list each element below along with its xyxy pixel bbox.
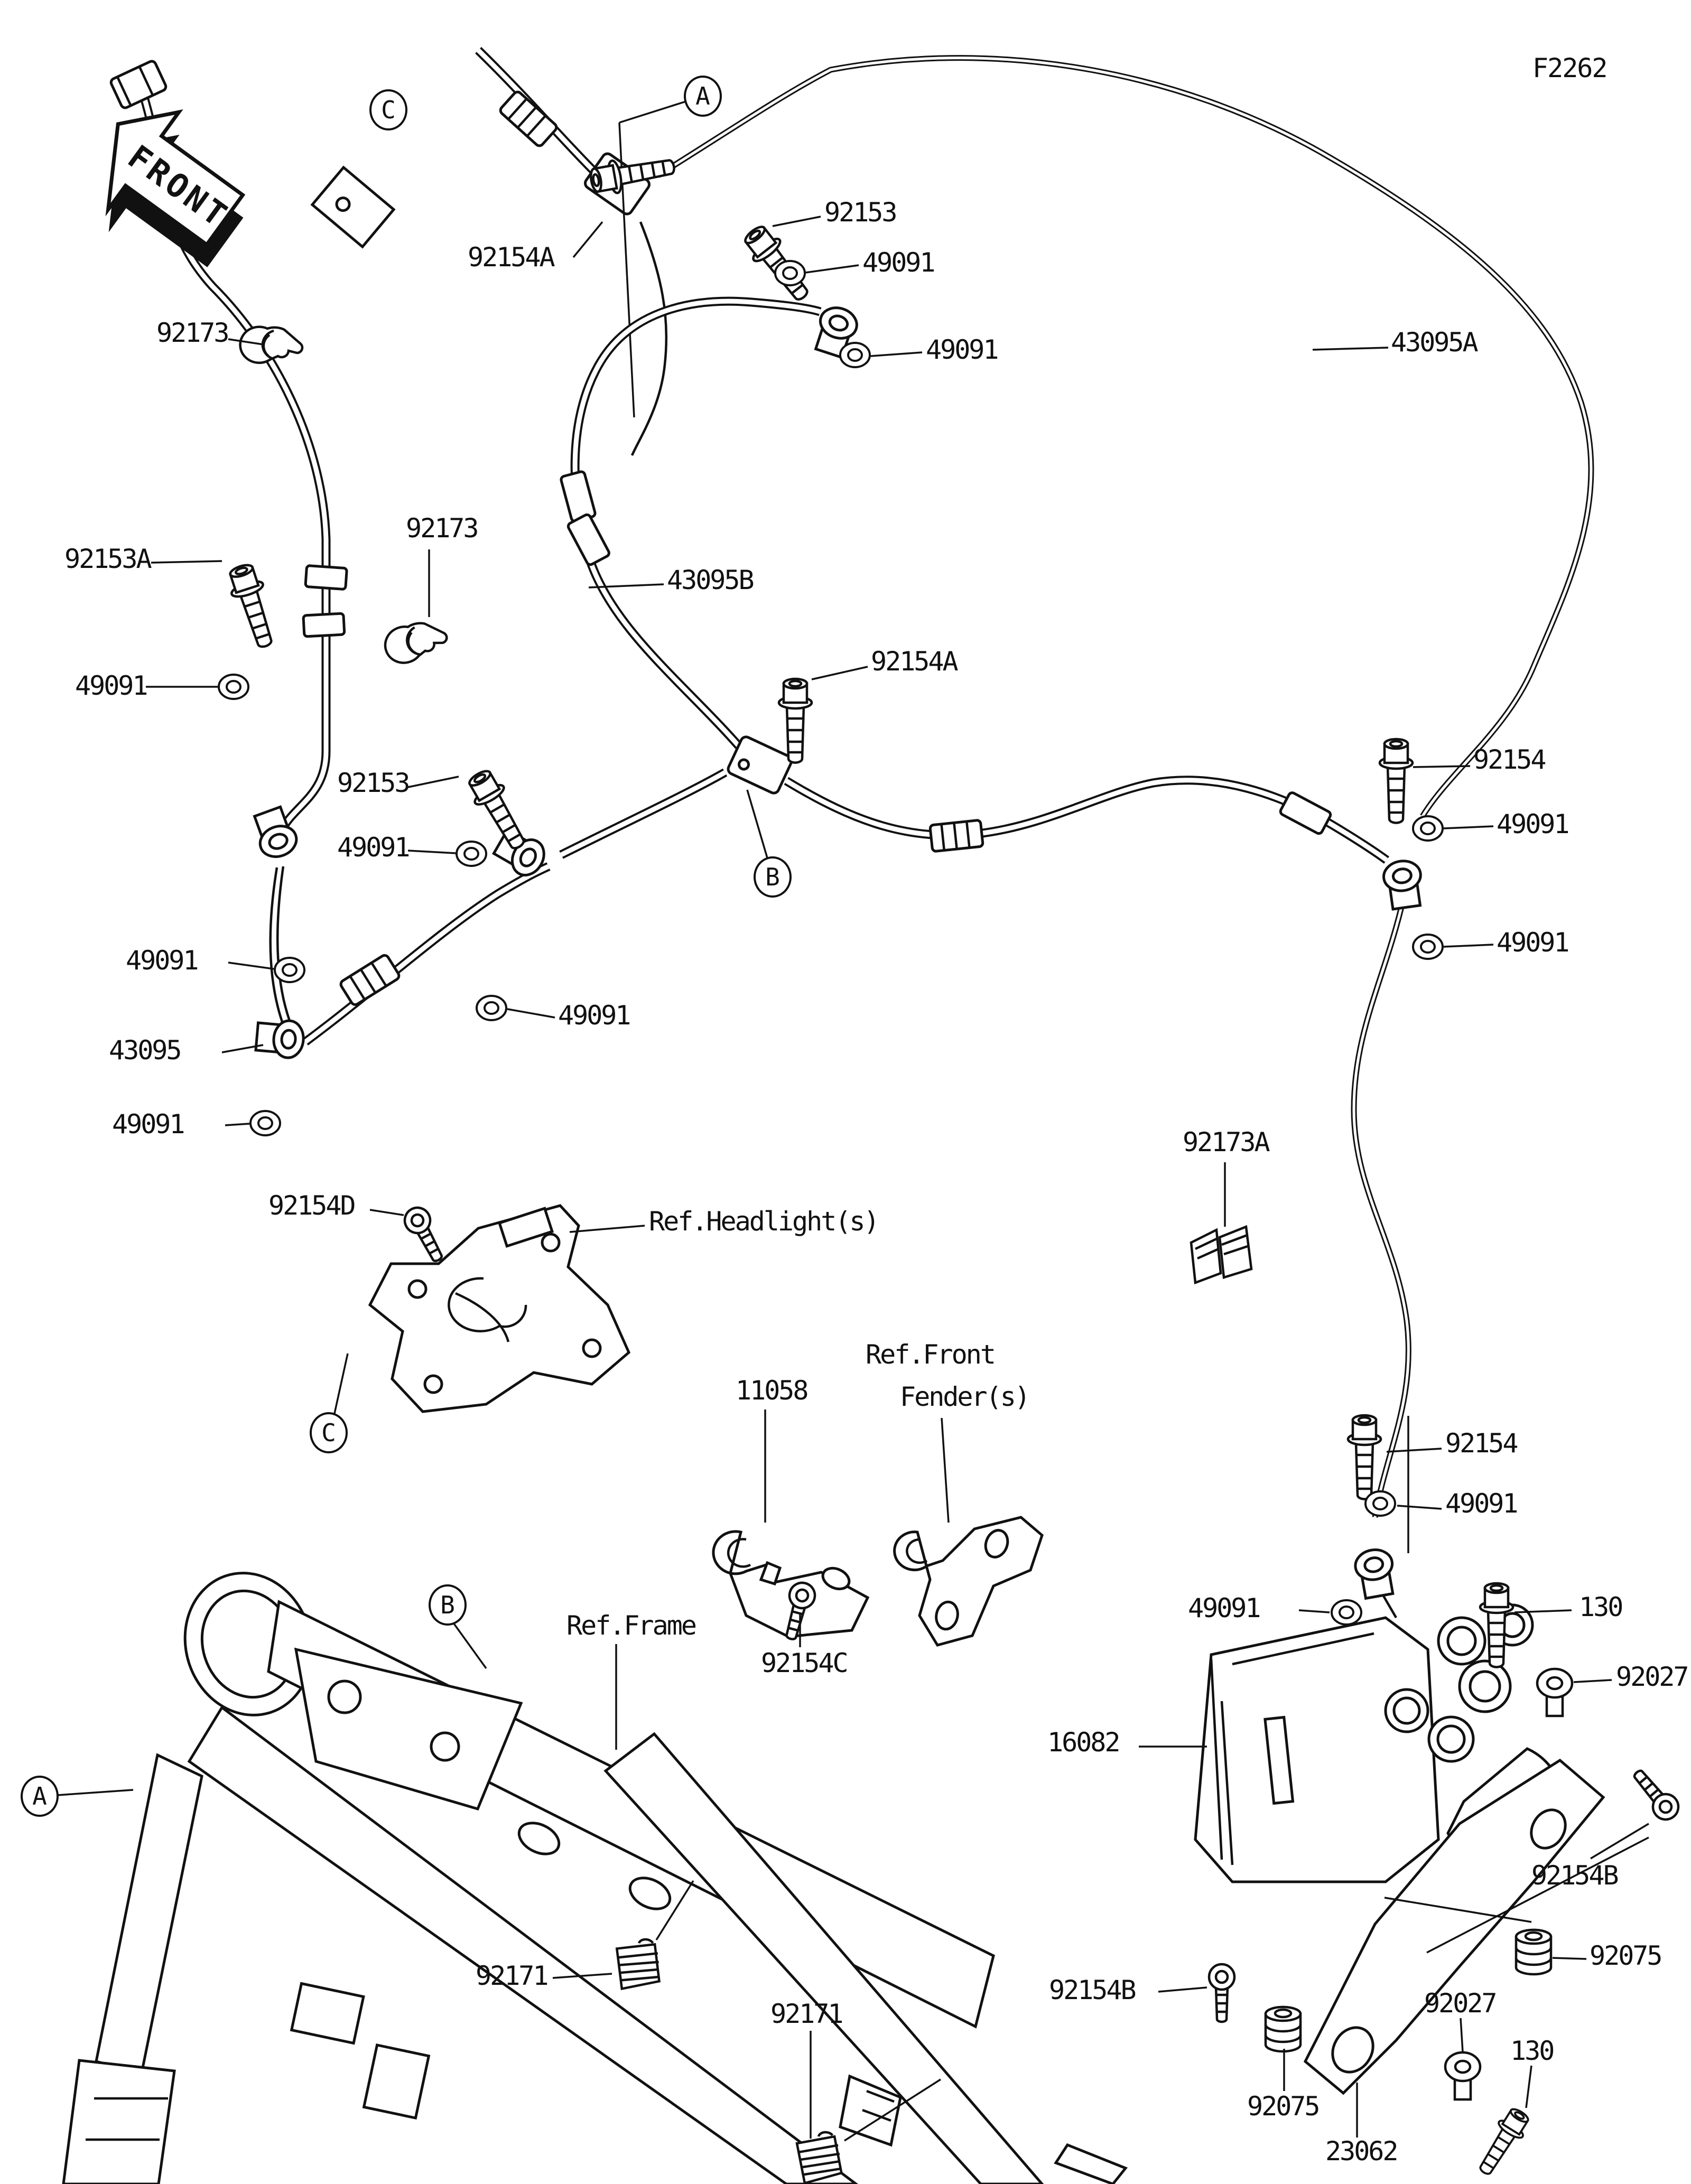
part-label-23062: 23062 [1325,2136,1397,2167]
balloon-b: B [754,856,792,898]
part-label-92154a: 92154A [871,646,957,677]
part-label-43095: 43095 [109,1035,181,1066]
part-label-92075: 92075 [1590,1940,1661,1971]
headlight-bracket [370,1206,629,1412]
part-label-92154b: 92154B [1531,1860,1618,1891]
part-label-49091: 49091 [558,1000,630,1031]
part-label-ref-frame: Ref.Frame [566,1610,695,1641]
part-label-92153: 92153 [337,768,409,798]
balloon-c: C [369,89,407,130]
hose-junction-right [786,780,1425,910]
part-label-11058: 11058 [736,1375,807,1406]
part-label-49091: 49091 [75,670,147,701]
part-label-130: 130 [1510,2036,1554,2066]
part-label-49091: 49091 [926,334,998,365]
part-label-92153: 92153 [824,197,896,228]
balloon-b: B [429,1584,467,1626]
part-label-92154a: 92154A [468,242,554,273]
balloon-c: C [310,1412,348,1453]
part-label-49091: 49091 [1188,1593,1260,1623]
part-label-92154d: 92154D [268,1190,355,1221]
part-label-49091: 49091 [1497,809,1568,839]
part-label-49091: 49091 [126,945,198,976]
part-label-92075: 92075 [1247,2091,1319,2122]
frame [63,1556,1126,2184]
part-label-92173: 92173 [156,318,228,348]
part-label-92154b: 92154B [1049,1975,1135,2005]
part-label-92154c: 92154C [761,1648,847,1678]
part-label-ref-headlight-s-: Ref.Headlight(s) [649,1206,878,1237]
part-label-16082: 16082 [1047,1727,1119,1758]
balloon-a: A [21,1776,59,1817]
part-label-43095b: 43095B [667,565,753,595]
part-label-92171: 92171 [476,1961,547,1991]
hose-43095B [560,301,860,795]
part-label-92154: 92154 [1445,1428,1517,1459]
part-label-92153a: 92153A [64,544,151,574]
part-label-92171: 92171 [770,1999,842,2029]
abs-unit [1195,1605,1649,2093]
part-label-49091: 49091 [337,832,409,863]
front-arrow [63,87,271,291]
part-label-49091: 49091 [1497,927,1568,958]
front-fender-bracket [895,1517,1042,1645]
part-label-49091: 49091 [112,1109,184,1140]
part-label-92027: 92027 [1616,1662,1688,1692]
part-label-92027: 92027 [1424,1988,1496,2019]
part-label-92173: 92173 [406,513,478,544]
part-label-fender-s-: Fender(s) [900,1382,1029,1412]
front-arrow-text: FRONT [120,137,237,236]
part-label-ref-front: Ref.Front [866,1339,995,1370]
balloon-a: A [684,76,722,117]
part-label-92154: 92154 [1473,744,1545,775]
part-label-92173a: 92173A [1183,1127,1269,1158]
part-label-130: 130 [1579,1592,1622,1622]
part-label-43095a: 43095A [1391,327,1477,358]
part-label-49091: 49091 [862,247,934,278]
part-label-49091: 49091 [1445,1488,1517,1519]
fiche-code: F2262 [1532,53,1607,83]
